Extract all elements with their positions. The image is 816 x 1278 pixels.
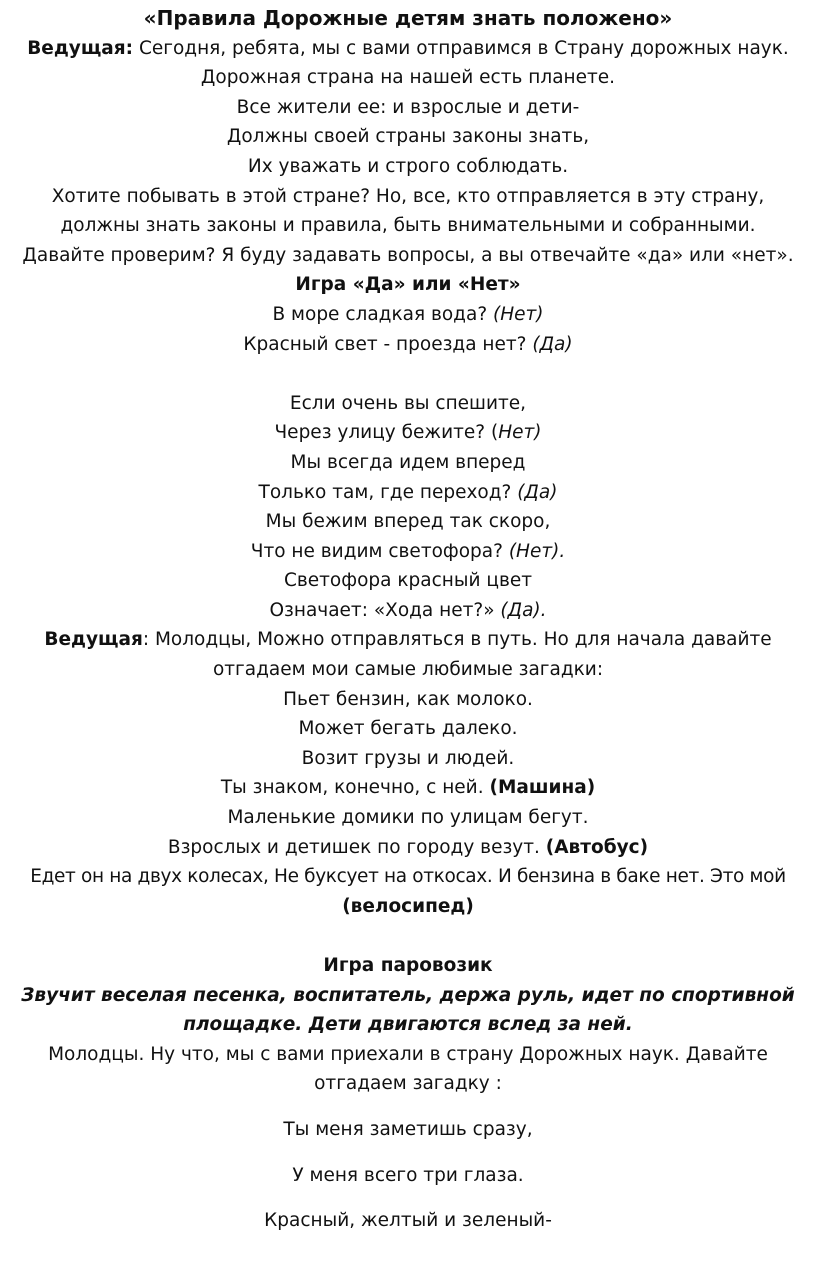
question-9: Светофора красный цвет — [283, 570, 533, 592]
question-4 — [0, 418, 816, 448]
question-text: Красный свет - проезда нет? — [243, 333, 533, 355]
question-10 — [0, 596, 816, 626]
answer-text: (Да) — [517, 481, 558, 503]
riddle-2-line-2 — [0, 833, 816, 863]
riddle-1-line-3: Возит грузы и людей. — [301, 747, 515, 769]
speaker-label: Ведущая — [44, 629, 143, 651]
intro-line-3: Все жители ее: и взрослые и дети- — [236, 96, 580, 118]
riddle-text: Взрослых и детишек по городу везут. — [167, 836, 546, 858]
question-2 — [0, 330, 816, 360]
poem-line-2: У меня всего три глаза. — [292, 1164, 524, 1186]
game2-instruction-2: площадке. Дети двигаются вслед за ней. — [183, 1014, 633, 1036]
riddle-answer: (Автобус) — [545, 836, 649, 858]
intro-line-7: должны знать законы и правила, быть внимательными и собранными. — [60, 215, 756, 237]
game1-heading: Игра «Да» или «Нет» — [295, 274, 521, 296]
game2-text-1: Молодцы. Ну что, мы с вами приехали в страну Дорожных наук. Давайте — [48, 1043, 768, 1065]
game2-heading: Игра паровозик — [323, 955, 493, 976]
question-1 — [0, 300, 816, 330]
riddle-3-line-1: Едет он на двух колесах, Не буксует на откосах. И бензина в баке нет. Это мой — [30, 866, 786, 888]
intro-line-8: Давайте проверим? Я буду задавать вопросы, а вы отвечайте «да» или «нет». — [22, 244, 794, 266]
blank-line — [0, 359, 816, 389]
question-5: Мы всегда идем вперед — [290, 451, 526, 473]
intro-line-1 — [0, 34, 816, 64]
answer-text: Нет) — [498, 422, 542, 444]
riddle-2-line-1: Маленькие домики по улицам бегут. — [227, 807, 589, 829]
intro-line-4: Должны своей страны законы знать, — [226, 126, 590, 148]
poem-line-3: Красный, желтый и зеленый- — [264, 1210, 552, 1232]
riddle-3-answer: (велосипед) — [342, 895, 474, 917]
riddles-intro-1 — [0, 625, 816, 655]
intro-line-2: Дорожная страна на нашей есть планете. — [200, 67, 616, 89]
answer-text: (Нет). — [508, 540, 566, 562]
intro-line-5: Их уважать и строго соблюдать. — [247, 155, 569, 177]
riddle-1-line-2: Может бегать далеко. — [298, 718, 518, 740]
answer-text: (Да). — [500, 599, 547, 621]
speaker-label: Ведущая: — [27, 37, 134, 59]
question-text: Через улицу бежите? ( — [274, 422, 499, 444]
blank-line — [0, 921, 816, 951]
poem-line-1: Ты меня заметишь сразу, — [283, 1118, 533, 1140]
question-text: Что не видим светофора? — [250, 540, 509, 562]
answer-text: (Да) — [532, 333, 573, 355]
intro-line-6: Хотите побывать в этой стране? Но, все, кто отправляется в эту страну, — [51, 185, 765, 207]
riddles-intro-2: отгадаем мои самые любимые загадки: — [212, 659, 604, 681]
answer-text: (Нет) — [493, 303, 544, 325]
question-6 — [0, 478, 816, 508]
intro-text-1: Сегодня, ребята, мы с вами отправимся в Страну дорожных наук. — [133, 37, 789, 59]
game2-text-2: отгадаем загадку : — [314, 1073, 502, 1095]
riddle-answer: (Машина) — [489, 777, 596, 799]
riddle-1-line-1: Пьет бензин, как молоко. — [283, 688, 533, 710]
game2-instruction-1: Звучит веселая песенка, воспитатель, держа руль, идет по спортивной — [21, 984, 795, 1006]
question-text: Означает: «Хода нет?» — [269, 599, 501, 621]
question-text: В море сладкая вода? — [272, 303, 494, 325]
question-8 — [0, 537, 816, 567]
riddle-1-line-4 — [0, 773, 816, 803]
riddles-intro-text: : Молодцы, Можно отправляться в путь. Но для начала давайте — [142, 629, 772, 651]
riddle-text: Ты знаком, конечно, с ней. — [220, 777, 490, 799]
question-text: Только там, где переход? — [258, 481, 518, 503]
question-3: Если очень вы спешите, — [289, 392, 527, 414]
document-title: «Правила Дорожные детям знать положено» — [143, 6, 673, 30]
question-7: Мы бежим вперед так скоро, — [265, 511, 551, 533]
